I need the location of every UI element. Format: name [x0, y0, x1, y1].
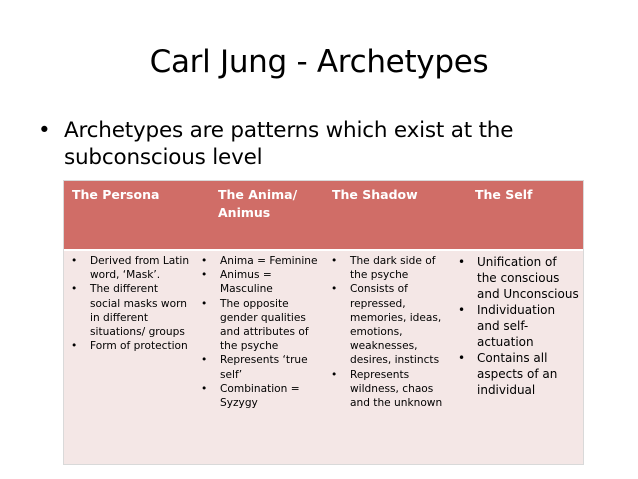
- cell-anima-animus: [194, 250, 324, 464]
- list-item: • The dark side of the psyche: [328, 254, 447, 282]
- cell-self: [451, 250, 583, 464]
- list-item: • Combination = Syzygy: [198, 382, 320, 410]
- list: [455, 254, 579, 398]
- header-self: The Self: [451, 181, 583, 250]
- list-item: • The different social masks worn in different situations/ groups: [68, 282, 190, 339]
- list-item: • Animus = Masculine: [198, 268, 320, 296]
- bullet-icon: •: [38, 118, 51, 143]
- list-item: • Anima = Feminine: [198, 254, 320, 268]
- list: [328, 254, 447, 410]
- slide-title: Carl Jung - Archetypes: [149, 44, 489, 80]
- list-item: • Derived from Latin word, ‘Mask’.: [68, 254, 190, 282]
- table: [64, 181, 583, 464]
- list-item: • Individuation and self-actuation: [455, 302, 579, 350]
- list-item: • Form of protection: [68, 339, 190, 353]
- table-row: [64, 250, 583, 464]
- list-item: • Represents ‘true self’: [198, 353, 320, 381]
- list: [198, 254, 320, 410]
- cell-persona: [64, 250, 194, 464]
- table-header-row: [64, 181, 583, 250]
- list-item: • Unification of the conscious and Unconscious: [455, 254, 579, 302]
- bullet-point: [38, 117, 608, 171]
- header-anima-animus: The Anima/ Animus: [194, 181, 324, 250]
- cell-shadow: [324, 250, 451, 464]
- header-persona: The Persona: [64, 181, 194, 250]
- list-item: • Contains all aspects of an individual: [455, 350, 579, 398]
- archetypes-table: [63, 180, 584, 465]
- header-shadow: The Shadow: [324, 181, 451, 250]
- list: [68, 254, 190, 353]
- list-item: • The opposite gender qualities and attributes of the psyche: [198, 297, 320, 354]
- bullet-text: Archetypes are patterns which exist at the subconscious level: [64, 118, 514, 170]
- list-item: • Represents wildness, chaos and the unknown: [328, 368, 447, 411]
- list-item: • Consists of repressed, memories, ideas, emotions, weaknesses, desires, instincts: [328, 282, 447, 367]
